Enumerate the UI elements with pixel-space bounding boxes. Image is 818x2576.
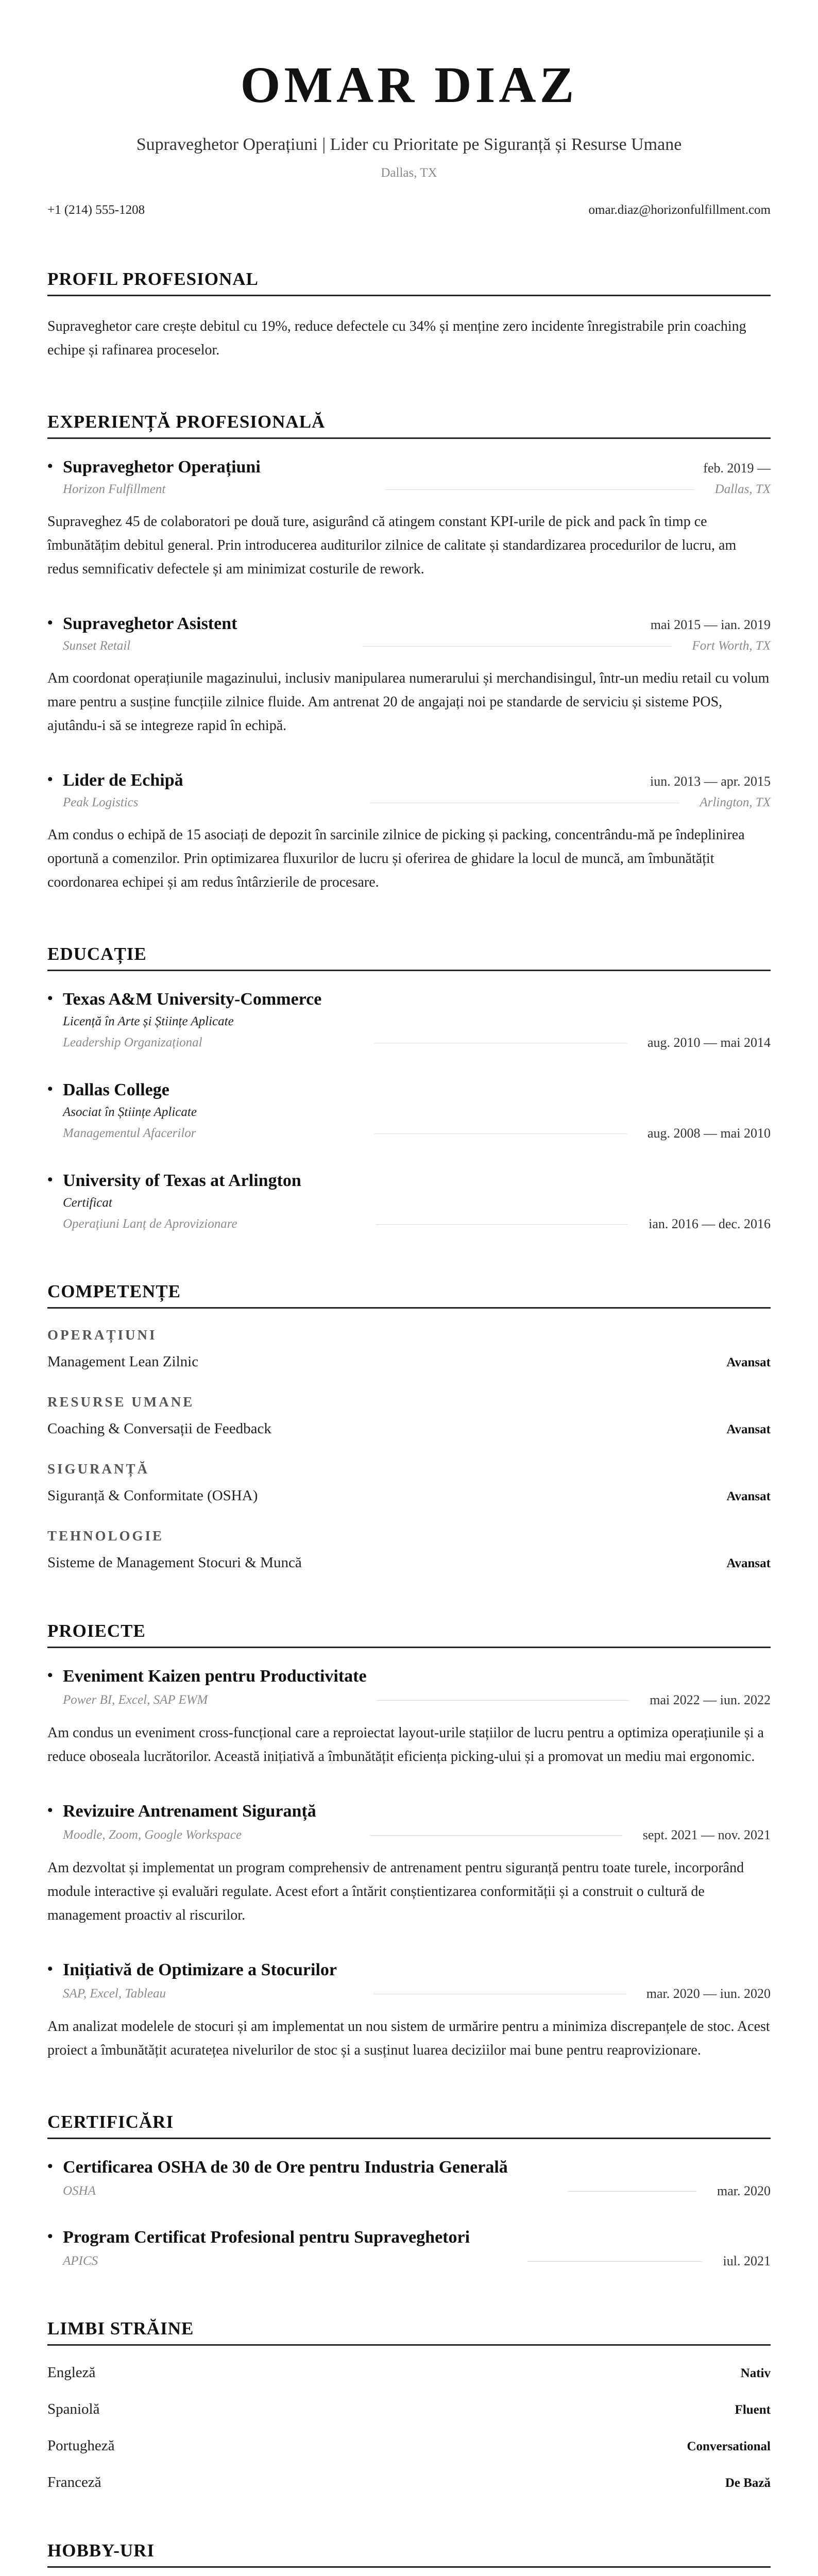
- candidate-headline: Supraveghetor Operațiuni | Lider cu Prioritate pe Siguranță și Resurse Umane: [136, 135, 682, 154]
- education-dates: aug. 2008 — mai 2010: [647, 1126, 771, 1141]
- divider-line: [377, 1700, 629, 1701]
- job-dates: iun. 2013 — apr. 2015: [650, 774, 771, 789]
- education-entry: [47, 990, 771, 1050]
- language-name: Spaniolă: [47, 2401, 100, 2417]
- education-section: [47, 944, 771, 1232]
- project-entry: [47, 1802, 771, 1927]
- section-title: COMPETENȚE: [47, 1281, 771, 1309]
- section-title: PROIECTE: [47, 1621, 771, 1648]
- divider-line: [385, 489, 694, 490]
- divider-line: [362, 646, 671, 647]
- job-description: Am condus o echipă de 15 asociați de depozit în sarcinile zilnice de picking și packing, concentrându-mă pe îndeplinirea oportună a comenzilor. Prin optimizarea fluxurilor de lucru și oferirea de ghidare la locul de muncă, am îmbunătățit coordonarea echipei și am redus întârzierile de procesare.: [47, 827, 745, 890]
- language-name: Franceză: [47, 2474, 101, 2490]
- section-title: EXPERIENȚĂ PROFESIONALĂ: [47, 412, 771, 439]
- project-name: • Revizuire Antrenament Siguranță: [47, 1802, 771, 1821]
- contact-row: [47, 203, 771, 217]
- skill-name: Sisteme de Management Stocuri & Muncă: [47, 1554, 302, 1571]
- skill-name: Management Lean Zilnic: [47, 1353, 199, 1370]
- experience-entry: [47, 614, 771, 738]
- phone-number[interactable]: +1 (214) 555-1208: [47, 203, 145, 217]
- job-dates: feb. 2019 —: [703, 461, 771, 476]
- language-name: Portugheză: [47, 2437, 115, 2454]
- divider-line: [527, 2261, 703, 2262]
- divider-line: [370, 1835, 622, 1836]
- hobbies-section: [47, 2540, 771, 2576]
- skill-level: Avansat: [726, 1489, 771, 1503]
- certification-date: mar. 2020: [717, 2183, 771, 2198]
- certifications-section: [47, 2112, 771, 2269]
- education-dates: ian. 2016 — dec. 2016: [649, 1216, 771, 1231]
- language-row: [47, 2364, 771, 2381]
- project-tools: SAP, Excel, Tableau: [63, 1987, 166, 2001]
- languages-section: [47, 2318, 771, 2491]
- job-location: Arlington, TX: [700, 795, 771, 809]
- field-of-study: Operațiuni Lanț de Aprovizionare: [63, 1217, 237, 1231]
- experience-entry: [47, 457, 771, 581]
- certification-issuer: OSHA: [63, 2184, 96, 2198]
- project-description: Am dezvoltat și implementat un program comprehensiv de antrenament pentru siguranță pentru toate turele, incorporând module interactive și evaluări regulate. Acest efort a întărit conștientizarea conformității și a construit o cultură de management proactiv al riscurilor.: [47, 1860, 744, 1923]
- divider-line: [376, 1224, 628, 1225]
- certification-name: • Certificarea OSHA de 30 de Ore pentru Industria Generală: [47, 2158, 771, 2177]
- job-title: • Supraveghetor Operațiuni: [47, 457, 261, 477]
- skill-group: [47, 1528, 771, 1571]
- skill-group: [47, 1327, 771, 1370]
- divider-line: [374, 1133, 627, 1134]
- project-description: Am condus un eveniment cross-funcțional care a reproiectat layout-urile stațiilor de lucru pentru a optimiza operațiunile și a reduce oboseala lucrătorilor. Această inițiativă a îmbunătățit eficiența picking-ului și a promovat un mediu mai ergonomic.: [47, 1725, 764, 1765]
- field-of-study: Managementul Afacerilor: [63, 1126, 196, 1140]
- resume-header: [47, 0, 771, 217]
- job-location: Dallas, TX: [714, 482, 771, 496]
- certification-entry: [47, 2158, 771, 2199]
- job-description: Am coordonat operațiunile magazinului, inclusiv manipularea numerarului și merchandisingul, într-un mediu retail cu volum mare pentru a susține funcțiile zilnice fluide. Am antrenat 20 de angajați noi pe standarde de serviciu și sisteme POS, ajutându-i să se integreze rapid în echipă.: [47, 670, 770, 734]
- skill-name: Siguranță & Conformitate (OSHA): [47, 1487, 258, 1504]
- job-title: • Supraveghetor Asistent: [47, 614, 237, 634]
- skill-category: OPERAȚIUNI: [47, 1327, 157, 1343]
- language-row: [47, 2474, 771, 2491]
- degree: Certificat: [63, 1196, 112, 1210]
- language-row: [47, 2401, 771, 2418]
- language-level: Fluent: [735, 2403, 771, 2417]
- section-title: CERTIFICĂRI: [47, 2112, 771, 2139]
- project-name: • Inițiativă de Optimizare a Stocurilor: [47, 1960, 771, 1980]
- project-entry: [47, 1667, 771, 1769]
- project-dates: mar. 2020 — iun. 2020: [646, 1986, 771, 2001]
- projects-section: [47, 1621, 771, 2062]
- skill-group: [47, 1394, 771, 1437]
- language-level: Nativ: [740, 2366, 771, 2380]
- skill-level: Avansat: [726, 1422, 771, 1436]
- profile-summary: Supraveghetor care crește debitul cu 19%, reduce defectele cu 34% și menține zero incidente înregistrabile prin coaching echipe și rafinarea proceselor.: [47, 318, 746, 358]
- certification-entry: [47, 2228, 771, 2269]
- project-dates: sept. 2021 — nov. 2021: [642, 1827, 771, 1842]
- degree: Licență în Arte și Științe Aplicate: [63, 1014, 234, 1028]
- certification-issuer: APICS: [63, 2254, 98, 2268]
- profile-section: [47, 269, 771, 362]
- certification-name: • Program Certificat Profesional pentru Supraveghetori: [47, 2228, 771, 2247]
- certification-date: iul. 2021: [723, 2253, 771, 2268]
- project-tools: Power BI, Excel, SAP EWM: [63, 1693, 208, 1707]
- project-entry: [47, 1960, 771, 2062]
- skills-section: [47, 1281, 771, 1571]
- skill-level: Avansat: [726, 1355, 771, 1369]
- job-dates: mai 2015 — ian. 2019: [650, 617, 771, 632]
- skill-category: RESURSE UMANE: [47, 1394, 195, 1410]
- school-name: • Texas A&M University-Commerce: [47, 990, 771, 1009]
- skill-category: SIGURANȚĂ: [47, 1461, 150, 1477]
- school-name: • Dallas College: [47, 1080, 771, 1100]
- section-title: PROFIL PROFESIONAL: [47, 269, 771, 296]
- field-of-study: Leadership Organizațional: [63, 1036, 202, 1049]
- education-entry: [47, 1171, 771, 1232]
- job-description: Supraveghez 45 de colaboratori pe două ture, asigurând că atingem constant KPI-urile de pick and pack în timp ce îmbunătățim debitul general. Prin introducerea auditurilor zilnice de calitate și standardizarea procedurilor de lucru, am redus semnificativ defectele și am minimizat costurile de rework.: [47, 514, 737, 577]
- candidate-location: Dallas, TX: [381, 166, 437, 180]
- divider-line: [568, 2191, 696, 2192]
- section-title: LIMBI STRĂINE: [47, 2318, 771, 2346]
- candidate-name: OMAR DIAZ: [240, 56, 578, 113]
- section-title: EDUCAȚIE: [47, 944, 771, 971]
- resume-page: [47, 0, 771, 2576]
- degree: Asociat în Științe Aplicate: [63, 1105, 197, 1119]
- language-level: De Bază: [725, 2476, 771, 2490]
- project-dates: mai 2022 — iun. 2022: [650, 1692, 771, 1707]
- skill-level: Avansat: [726, 1556, 771, 1570]
- education-dates: aug. 2010 — mai 2014: [647, 1035, 771, 1050]
- company-name: Horizon Fulfillment: [63, 482, 166, 496]
- project-description: Am analizat modelele de stocuri și am implementat un nou sistem de urmărire pentru a minimiza discrepanțele de stoc. Acest proiect a îmbunătățit acuratețea nivelurilor de stoc și a susținut luarea deciziilor mai bune pentru reaprovizionare.: [47, 2019, 770, 2058]
- project-name: • Eveniment Kaizen pentru Productivitate: [47, 1667, 771, 1686]
- skill-category: TEHNOLOGIE: [47, 1528, 164, 1544]
- skill-name: Coaching & Conversații de Feedback: [47, 1420, 271, 1437]
- school-name: • University of Texas at Arlington: [47, 1171, 771, 1191]
- company-name: Peak Logistics: [63, 795, 139, 809]
- email-address[interactable]: omar.diaz@horizonfulfillment.com: [588, 203, 771, 217]
- section-title: HOBBY-URI: [47, 2540, 771, 2568]
- experience-section: [47, 412, 771, 894]
- language-name: Engleză: [47, 2364, 96, 2381]
- experience-entry: [47, 771, 771, 894]
- skill-group: [47, 1461, 771, 1504]
- language-row: [47, 2437, 771, 2454]
- language-level: Conversational: [687, 2439, 771, 2453]
- education-entry: [47, 1080, 771, 1141]
- job-location: Fort Worth, TX: [692, 639, 771, 653]
- job-title: • Lider de Echipă: [47, 771, 183, 790]
- project-tools: Moodle, Zoom, Google Workspace: [63, 1828, 242, 1842]
- company-name: Sunset Retail: [63, 639, 131, 653]
